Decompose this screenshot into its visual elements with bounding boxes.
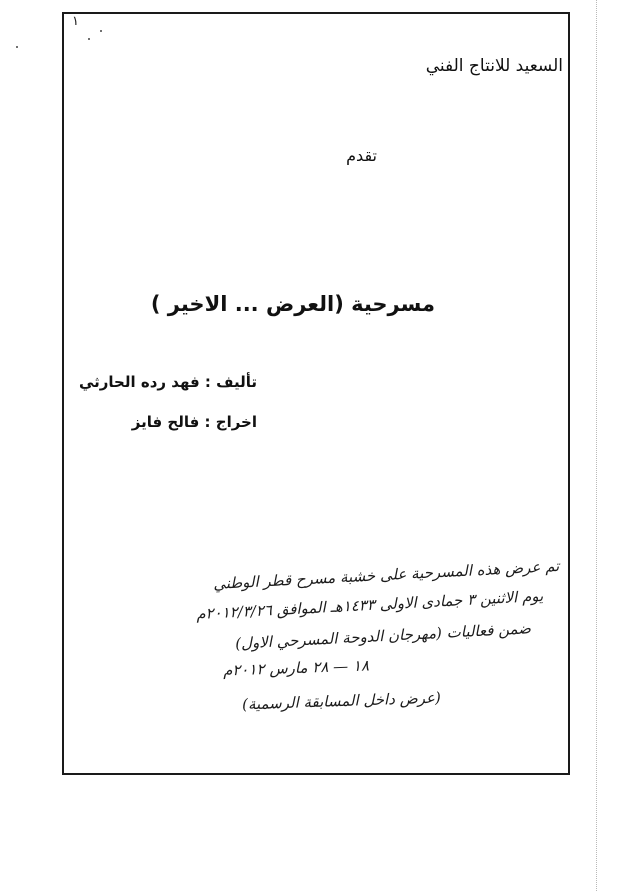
presents-text: تقدم: [346, 146, 377, 165]
handwritten-line: (عرض داخل المسابقة الرسمية): [241, 688, 442, 714]
scan-speck: [16, 46, 18, 48]
page-number: ١: [72, 14, 79, 29]
producer-name: السعيد للانتاج الفني: [425, 56, 563, 76]
handwritten-line: ١٨ — ٢٨ مارس ٢٠١٢م: [222, 656, 370, 680]
scan-edge-line: [596, 0, 598, 891]
handwritten-line: ضمن فعاليات (مهرجان الدوحة المسرحي الاول): [234, 619, 532, 653]
director-credit: اخراج : فالح فايز: [131, 413, 257, 431]
play-title: مسرحية (العرض ... الاخير ): [150, 292, 435, 316]
handwritten-line: يوم الاثنين ٣ جمادى الاولى ١٤٣٣هـ الموافق ٢٠١٢/٣/٢٦م: [195, 586, 544, 624]
handwritten-line: تم عرض هذه المسرحية على خشبة مسرح قطر الوطني: [212, 556, 560, 594]
author-credit: تأليف : فهد رده الحارثي: [78, 373, 257, 391]
